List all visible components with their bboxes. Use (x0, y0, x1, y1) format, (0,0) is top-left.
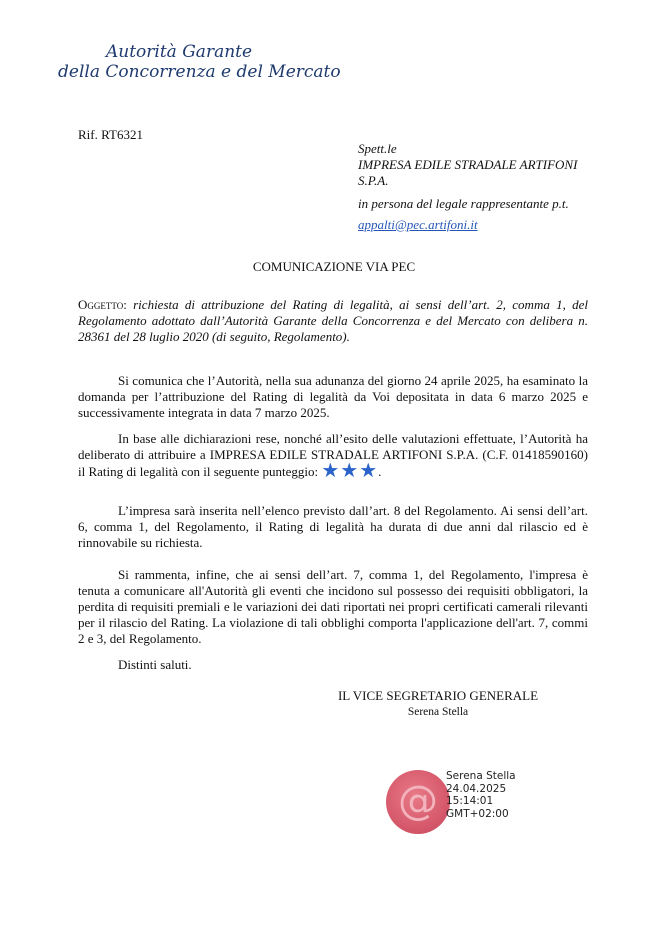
signatory-title: IL VICE SEGRETARIO GENERALE (337, 688, 539, 703)
signatory-name: Serena Stella (407, 706, 469, 718)
stamp-name: Serena Stella (446, 770, 516, 782)
logo-line-1: Autorità Garante (106, 42, 253, 62)
authority-logo (58, 42, 341, 82)
signature-block (300, 688, 576, 720)
recipient-block (358, 141, 628, 233)
digital-signature-stamp (446, 770, 516, 820)
recipient-company-line1: IMPRESA EDILE STRADALE ARTIFONI (358, 157, 578, 172)
paragraph-2-text: In base alle dichiarazioni rese, nonché all’esito delle valutazioni effettuate, l’Autorità ha deliberato di attribuire a IMPRESA EDILE STRADALE ARTIFONI S.P.A. (C.F. 01418590160) il Rating di legalità con il seguente punteggio: (78, 431, 588, 479)
subject-label: Oggetto: (78, 297, 127, 312)
recipient-pec-link[interactable]: appalti@pec.artifoni.it (358, 217, 478, 232)
seal-at-icon: @ (398, 778, 438, 824)
reference-number: Rif. RT6321 (78, 127, 143, 142)
stamp-time: 15:14:01 (446, 795, 494, 807)
paragraph-1: Si comunica che l’Autorità, nella sua adunanza del giorno 24 aprile 2025, ha esaminato la domanda per l’attribuzione del Rating di legalità da Voi depositata in data 6 marzo 2025 e successivamente integrata in data 7 marzo 2025. (78, 373, 588, 420)
subject-text: richiesta di attribuzione del Rating di legalità, ai sensi dell’art. 2, comma 1, del Regolamento adottato dall’Autorità Garante della Concorrenza e del Mercato con delibera n. 28361 del 28 luglio 2020 (di seguito, Regolamento). (78, 297, 589, 344)
recipient-greeting: Spett.le (358, 141, 397, 156)
stamp-timezone: GMT+02:00 (446, 807, 509, 820)
rating-stars-icon: ★★★ (321, 460, 379, 482)
paragraph-4: Si rammenta, infine, che ai sensi dell’art. 7, comma 1, del Regolamento, l'impresa è tenuta a comunicare all'Autorità gli eventi che incidono sul possesso dei requisiti obbligatori, la perdita di requisiti premiali e le variazioni dei dati riportati nei propri certificati camerali rilevanti per il rilascio del Rating. La violazione di tali obblighi comporta l'applicazione dell'art. 7, commi 2 e 3, del Regolamento. (78, 567, 588, 646)
document-heading: COMUNICAZIONE VIA PEC (252, 259, 416, 274)
subject-line (78, 297, 588, 345)
closing-salutation: Distinti saluti. (118, 657, 192, 672)
recipient-representative: in persona del legale rappresentante p.t. (358, 196, 569, 211)
logo-line-2: della Concorrenza e del Mercato (58, 62, 341, 82)
stamp-date: 24.04.2025 (446, 782, 507, 795)
paragraph-2: In base alle dichiarazioni rese, nonché all’esito delle valutazioni effettuate, l’Autorità ha deliberato di attribuire a IMPRESA EDILE STRADALE ARTIFONI S.P.A. (C.F. 01418590160) il Rating di legalità con il seguente punteggio: ★★★. (78, 431, 588, 482)
recipient-company-line2: S.P.A. (358, 173, 389, 188)
paragraph-3: L’impresa sarà inserita nell’elenco previsto dall’art. 8 del Regolamento. Ai sensi dell’art. 6, comma 1, del Regolamento, il Rating di legalità ha durata di due anni dal rilascio ed è rinnovabile su richiesta. (78, 503, 588, 550)
